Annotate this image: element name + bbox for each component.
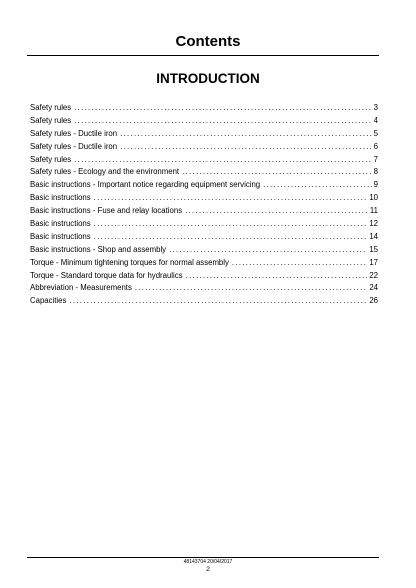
page-title: Contents [175, 33, 241, 50]
toc-entry[interactable] [30, 295, 378, 308]
toc-entry-page: 26 [369, 296, 378, 306]
footer-page-number: 2 [206, 566, 210, 573]
toc-entry[interactable] [30, 270, 378, 283]
toc-entry-label: Basic instructions - Important notice regarding equipment servicing [30, 180, 261, 190]
toc-dot-leader [263, 179, 372, 192]
toc-dot-leader [94, 218, 368, 231]
toc-dot-leader [120, 141, 372, 154]
toc-entry-page: 4 [373, 115, 378, 125]
toc-entry[interactable] [30, 244, 378, 257]
toc-dot-leader [74, 115, 371, 128]
toc-entry-page: 15 [369, 244, 378, 254]
table-of-contents [30, 102, 378, 308]
toc-entry-label: Basic instructions - Fuse and relay locations [30, 206, 183, 216]
toc-entry[interactable] [30, 154, 378, 167]
toc-entry-label: Capacities [30, 296, 67, 306]
toc-entry[interactable] [30, 179, 378, 192]
toc-dot-leader [120, 128, 372, 141]
toc-entry-label: Torque - Minimum tightening torques for normal assembly [30, 257, 229, 267]
toc-dot-leader [74, 154, 371, 167]
toc-entry[interactable] [30, 102, 378, 115]
toc-entry-page: 11 [369, 206, 378, 216]
toc-entry-page: 10 [369, 193, 378, 203]
toc-entry-label: Safety rules - Ductile iron [30, 128, 118, 138]
toc-entry[interactable] [30, 257, 378, 270]
toc-dot-leader [232, 257, 367, 270]
toc-entry-label: Basic instructions [30, 193, 91, 203]
toc-dot-leader [135, 282, 367, 295]
toc-entry-page: 22 [369, 270, 378, 280]
toc-entry-label: Safety rules [30, 154, 72, 164]
toc-entry-page: 14 [369, 231, 378, 241]
toc-entry-label: Abbreviation - Measurements [30, 283, 132, 293]
section-title: INTRODUCTION [156, 71, 260, 86]
toc-entry-page: 24 [369, 283, 378, 293]
toc-entry[interactable] [30, 128, 378, 141]
toc-entry-page: 3 [373, 103, 378, 112]
toc-entry-page: 7 [373, 154, 378, 164]
toc-entry-label: Safety rules [30, 103, 72, 112]
footer-divider [27, 557, 379, 558]
toc-entry[interactable] [30, 115, 378, 128]
toc-entry-label: Basic instructions - Shop and assembly [30, 244, 167, 254]
toc-entry[interactable] [30, 218, 378, 231]
toc-dot-leader [94, 231, 368, 244]
header-divider [27, 55, 379, 56]
toc-entry-page: 8 [373, 167, 378, 177]
toc-entry[interactable] [30, 192, 378, 205]
toc-dot-leader [169, 244, 367, 257]
toc-entry-page: 5 [373, 128, 378, 138]
toc-entry[interactable] [30, 282, 378, 295]
toc-dot-leader [185, 205, 368, 218]
toc-dot-leader [69, 295, 367, 308]
toc-entry-label: Basic instructions [30, 219, 91, 229]
toc-entry-page: 17 [369, 257, 378, 267]
toc-entry-label: Torque - Standard torque data for hydraulics [30, 270, 183, 280]
toc-dot-leader [186, 270, 368, 283]
toc-entry-label: Safety rules - Ductile iron [30, 141, 118, 151]
toc-entry-label: Safety rules - Ecology and the environment [30, 167, 180, 177]
toc-entry-label: Safety rules [30, 115, 72, 125]
toc-entry[interactable] [30, 141, 378, 154]
toc-entry[interactable] [30, 231, 378, 244]
toc-entry-page: 9 [373, 180, 378, 190]
toc-entry[interactable] [30, 205, 378, 218]
toc-dot-leader [74, 102, 371, 115]
toc-entry[interactable] [30, 166, 378, 179]
toc-dot-leader [94, 192, 368, 205]
footer-document-id: 48143704 20/04/2017 [183, 559, 233, 565]
toc-dot-leader [182, 166, 372, 179]
toc-entry-page: 6 [373, 141, 378, 151]
toc-entry-label: Basic instructions [30, 231, 91, 241]
toc-entry-page: 12 [369, 219, 378, 229]
